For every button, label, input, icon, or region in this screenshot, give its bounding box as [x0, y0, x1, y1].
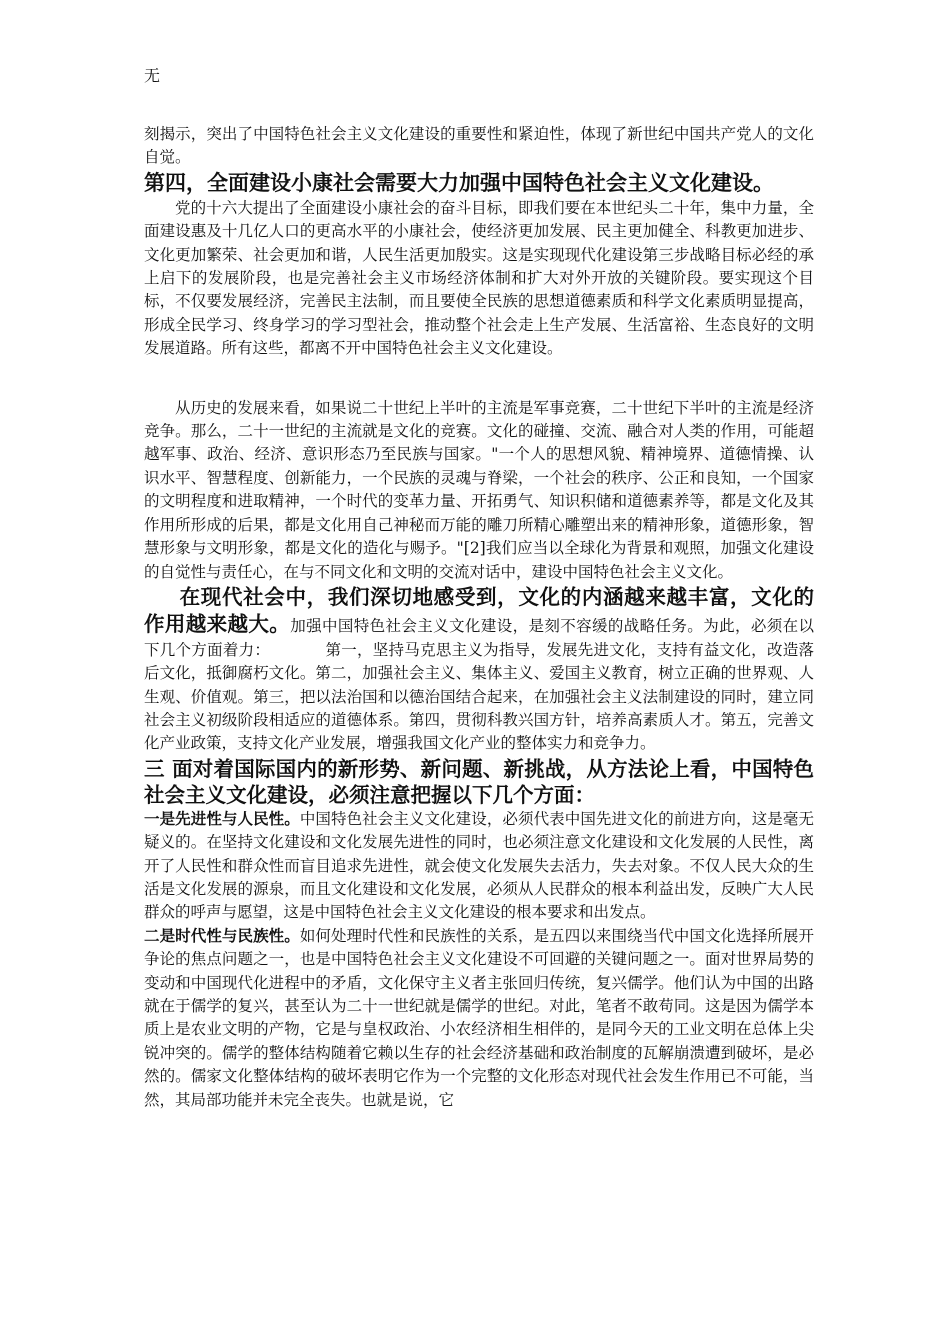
paragraph-lead-bold: 在现代社会中，我们深切地感受到，文化的内涵越来越丰富，文化的作用越来越大。	[144, 584, 814, 637]
paragraph-text: 中国特色社会主义文化建设，必须代表中国先进文化的前进方向，这是毫无疑义的。在坚持文化建设和文化发展先进性的同时，也必须注意文化建设和文化发展的人民性，离开了人民性和群众性而盲目追求先进性，就会使文化发展失去活力，失去对象。不仅人民大众的生活是文化发展的源泉，而且文化建设和文化发展，必须从人民群众的根本利益出发，反映广大人民群众的呼声与愿望，这是中国特色社会主义文化建设的根本要求和出发点。	[144, 809, 814, 922]
section-heading-three: 三 面对着国际国内的新形势、新问题、新挑战，从方法论上看，中国特色社会主义文化建设，必须注意把握以下几个方面：	[144, 756, 814, 807]
paragraph-lead-bold: 二是时代性与民族性。	[144, 926, 300, 945]
paragraph-history: 从历史的发展来看，如果说二十世纪上半叶的主流是军事竞赛，二十世纪下半叶的主流是经济竞争。那么，二十一世纪的主流就是文化的竞赛。文化的碰撞、交流、融合对人类的作用，可能超越军事、政治、经济、意识形态乃至民族与国家。"一个人的思想风貌、精神境界、道德情操、认识水平、智慧程度、创新能力，一个民族的灵魂与脊梁，一个社会的秩序、公正和良知，一个国家的文明程度和进取精神，一个时代的变革力量、开拓勇气、知识积储和道德素养等，都是文化及其作用所形成的后果，都是文化用自己神秘而万能的雕刀所精心雕塑出来的精神形象，道德形象，智慧形象与文明形象，都是文化的造化与赐予。"[2]我们应当以全球化为背景和观照，加强文化建设的自觉性与责任心，在与不同文化和文明的交流对话中，建设中国特色社会主义文化。	[144, 398, 814, 581]
page-header: 无	[144, 66, 161, 85]
paragraph-text: 加强中国特色社会主义文化建设，是刻不容缓的战略任务。为此，必须在以下几个方面着力： 第一，坚持马克思主义为指导，发展先进文化，支持有益文化，改造落后文化，抵御腐朽文化。第二，加强社会主义、集体主义、爱国主义教育，树立正确的世界观、人生观、价值观。第三，把以法治国和以德治国结合起来，在加强社会主义法制建设的同时，建立同社会主义初级阶段相适应的道德体系。第四，贯彻科教兴国方针，培养高素质人才。第五，完善文化产业政策，支持文化产业发展，增强我国文化产业的整体实力和竞争力。	[144, 617, 815, 753]
paragraph-era-nation	[144, 925, 814, 1112]
paragraph-xiaokang: 党的十六大提出了全面建设小康社会的奋斗目标，即我们要在本世纪头二十年，集中力量，全面建设惠及十几亿人口的更高水平的小康社会，使经济更加发展、民主更加健全、科教更加进步、文化更加繁荣、社会更加和谐，人民生活更加殷实。这是实现现代化建设第三步战略目标必经的承上启下的发展阶段，也是完善社会主义市场经济体制和扩大对外开放的关键阶段。要实现这个目标，不仅要发展经济，完善民主法制，而且要使全民族的思想道德素质和科学文化素质明显提高，形成全民学习、终身学习的学习型社会，推动整个社会走上生产发展、生活富裕、生态良好的文明发展道路。所有这些，都离不开中国特色社会主义文化建设。	[144, 198, 814, 358]
paragraph-advanced-people	[144, 808, 814, 925]
paragraph-intro: 刻揭示，突出了中国特色社会主义文化建设的重要性和紧迫性，体现了新世纪中国共产党人的文化自觉。	[144, 125, 814, 167]
paragraph-modern-society	[144, 584, 814, 756]
section-heading-fourth: 第四，全面建设小康社会需要大力加强中国特色社会主义文化建设。	[144, 170, 774, 195]
document-body	[144, 123, 814, 1112]
paragraph-gap	[144, 361, 814, 397]
paragraph-text: 如何处理时代性和民族性的关系，是五四以来围绕当代中国文化选择所展开争论的焦点问题之一，也是中国特色社会主义文化建设不可回避的关键问题之一。面对世界局势的变动和中国现代化进程中的矛盾，文化保守主义者主张回归传统，复兴儒学。他们认为中国的出路就在于儒学的复兴，甚至认为二十一世纪就是儒学的世纪。对此，笔者不敢苟同。这是因为儒学本质上是农业文明的产物，它是与皇权政治、小农经济相生相伴的，是同今天的工业文明在总体上尖锐冲突的。儒学的整体结构随着它赖以生存的社会经济基础和政治制度的瓦解崩溃遭到破坏，是必然的。儒家文化整体结构的破坏表明它作为一个完整的文化形态对现代社会发生作用已不可能，当然，其局部功能并未完全丧失。也就是说，它	[144, 926, 814, 1109]
paragraph-lead-bold: 一是先进性与人民性。	[144, 809, 300, 828]
